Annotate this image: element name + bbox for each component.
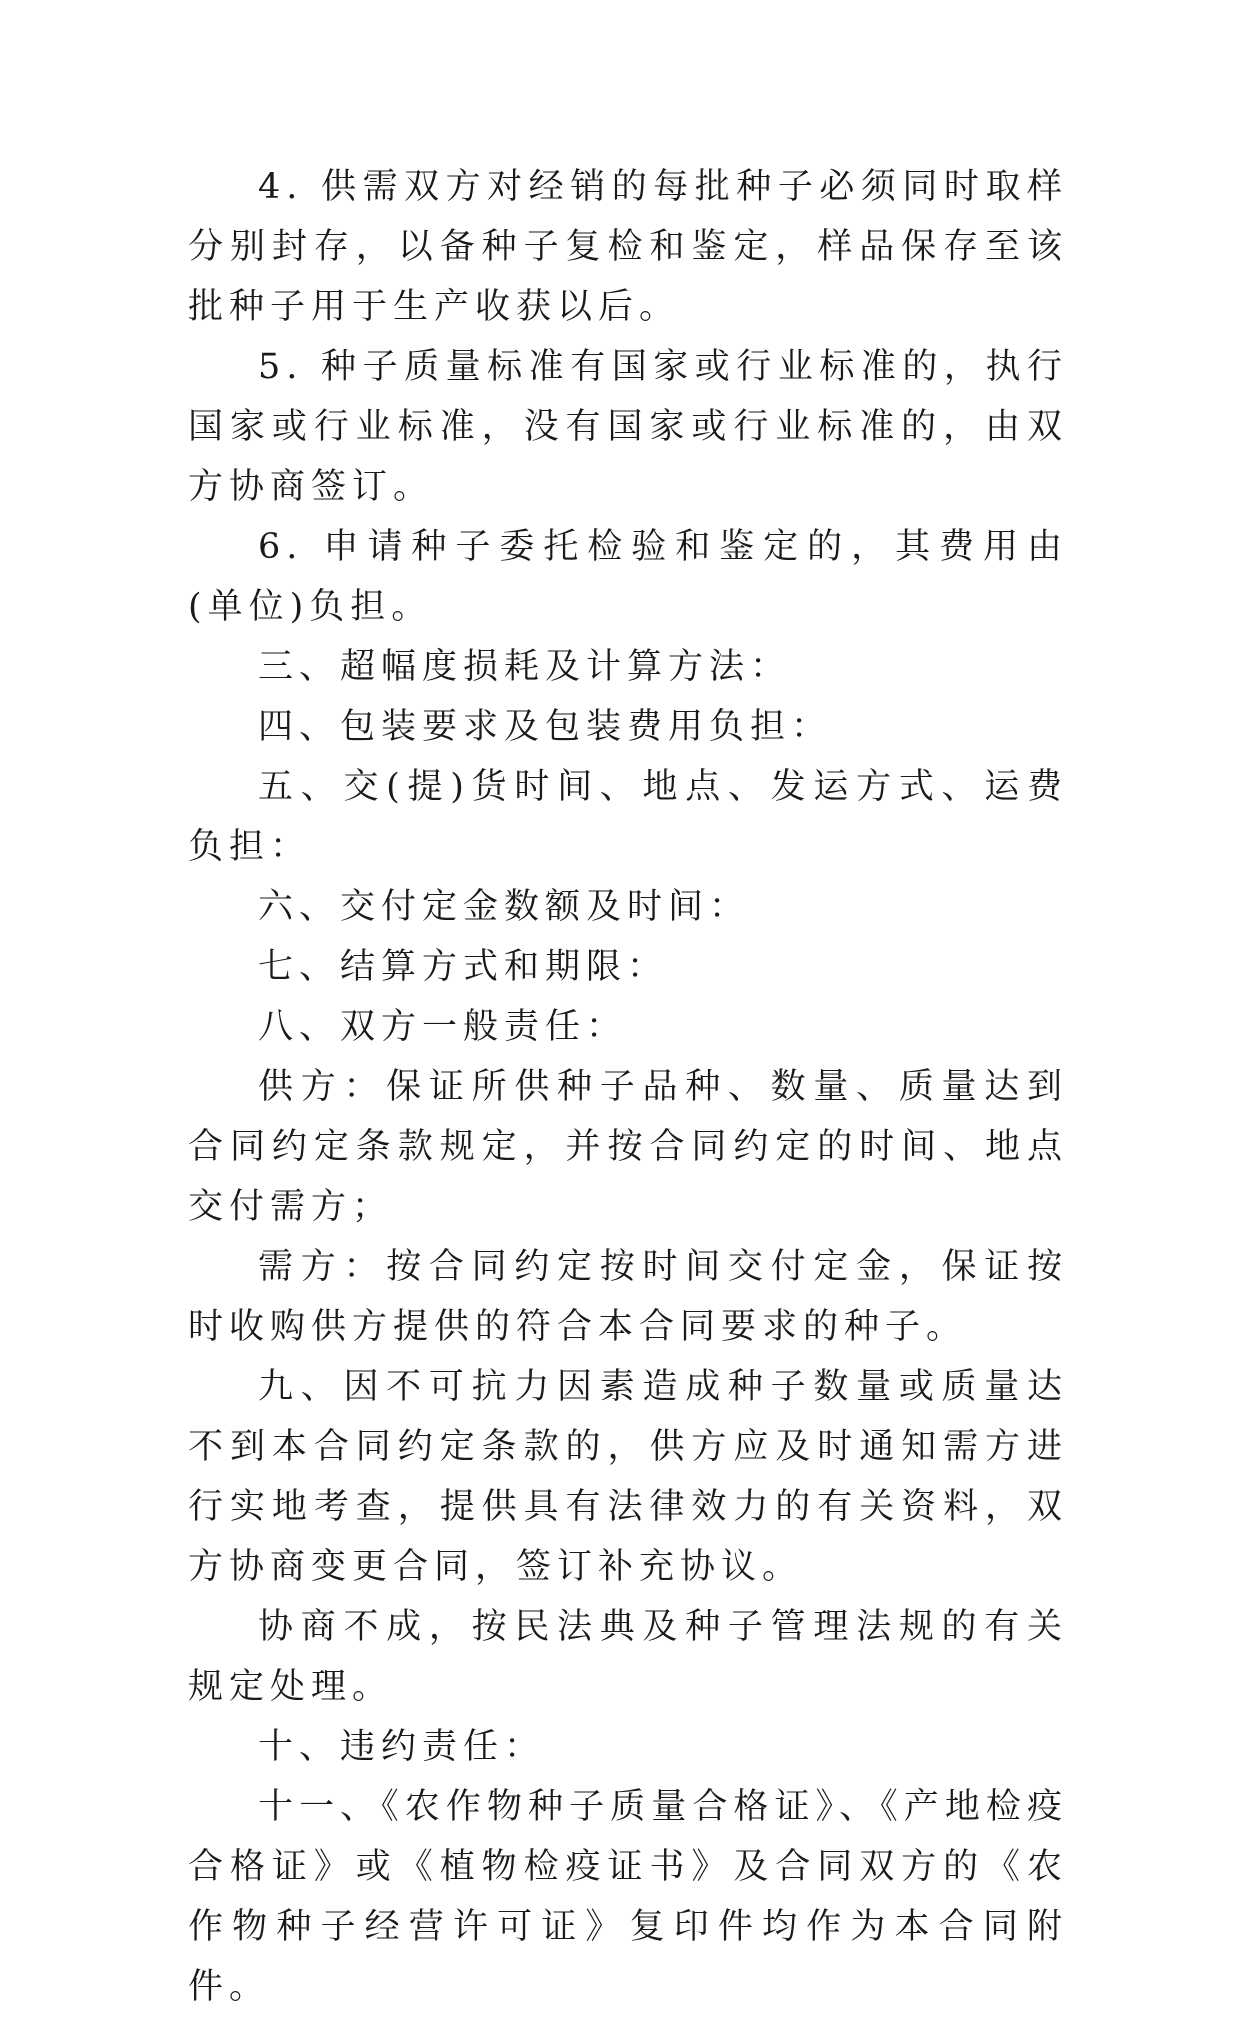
paragraph-supplier-duty: 供方：保证所供种子品种、数量、质量达到合同约定条款规定，并按合同约定的时间、地点交付需方； (188, 1067, 1068, 1227)
section-heading-deposit: 六、交付定金数额及时间： (258, 887, 751, 927)
section-heading-breach: 十、违约责任： (258, 1727, 546, 1767)
section-heading-packaging: 四、包装要求及包装费用负担： (258, 707, 833, 747)
paragraph-inspection-fee: 6. 申请种子委托检验和鉴定的，其费用由(单位)负担。 (188, 527, 1068, 627)
paragraph-dispute: 协商不成，按民法典及种子管理法规的有关规定处理。 (188, 1607, 1068, 1707)
paragraph-force-majeure: 九、因不可抗力因素造成种子数量或质量达不到本合同约定条款的，供方应及时通知需方进行实地考查，提供具有法律效力的有关资料，双方协商变更合同，签订补充协议。 (188, 1367, 1068, 1587)
paragraph-buyer-duty: 需方：按合同约定按时间交付定金，保证按时收购供方提供的符合本合同要求的种子。 (188, 1247, 1068, 1347)
paragraph-quality-standard: 5. 种子质量标准有国家或行业标准的，执行国家或行业标准，没有国家或行业标准的，由双方协商签订。 (188, 347, 1068, 507)
section-heading-delivery: 五、交(提)货时间、地点、发运方式、运费负担： (188, 767, 1068, 867)
section-heading-loss: 三、超幅度损耗及计算方法： (258, 647, 792, 687)
section-heading-settlement: 七、结算方式和期限： (258, 947, 669, 987)
document-body (188, 157, 1068, 2017)
paragraph-attachments: 十一、《农作物种子质量合格证》、《产地检疫合格证》或《植物检疫证书》及合同双方的《农作物种子经营许可证》复印件均作为本合同附件。 (188, 1787, 1068, 2007)
paragraph-sample-retention: 4. 供需双方对经销的每批种子必须同时取样分别封存，以备种子复检和鉴定，样品保存至该批种子用于生产收获以后。 (188, 167, 1068, 327)
section-heading-responsibilities: 八、双方一般责任： (258, 1007, 628, 1047)
